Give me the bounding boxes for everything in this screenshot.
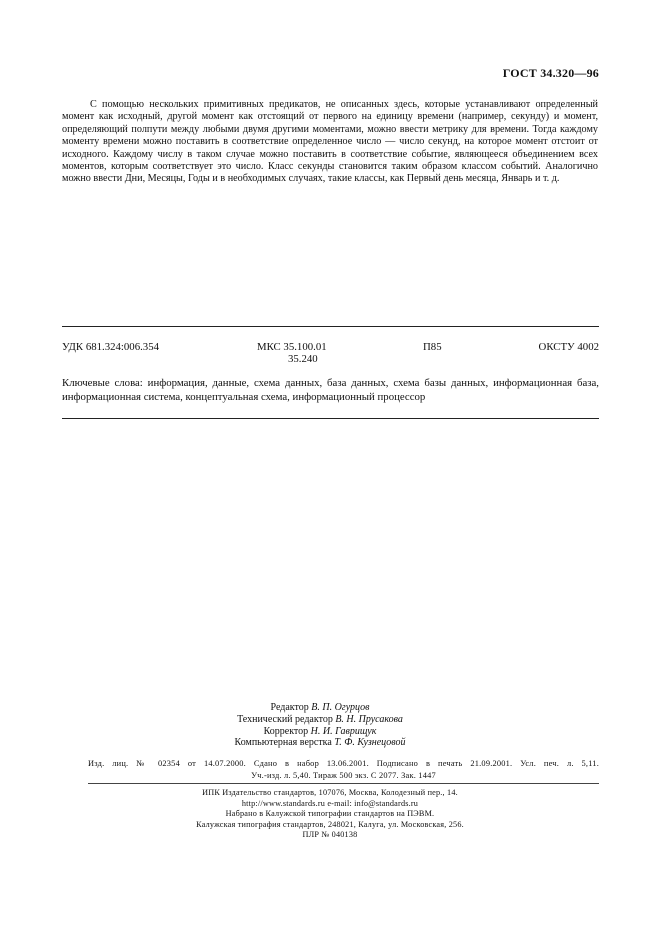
publisher-line-1: ИПК Издательство стандартов, 107076, Москва, Колодезный пер., 14. [202, 788, 458, 797]
publisher-line-3: Набрано в Калужской типографии стандартов на ПЭВМ. [225, 809, 435, 819]
imprint-block [88, 758, 599, 781]
divider-top [62, 326, 599, 327]
standard-number: ГОСТ 34.320—96 [502, 66, 599, 80]
credit-layout: Компьютерная верстка Т. Ф. Кузнецовой [234, 737, 406, 749]
credits-block [200, 702, 440, 749]
mks-code-1: МКС 35.100.01 [257, 341, 327, 353]
group-code: П85 [423, 341, 442, 353]
mks-code [257, 341, 327, 366]
imprint-line-1: Изд. лиц. № 02354 от 14.07.2000. Сдано в набор 13.06.2001. Подписано в печать 21.09.2001. Усл. печ. л. 5,11. [88, 759, 599, 768]
udk-code: УДК 681.324:006.354 [62, 341, 159, 353]
mks-code-2: 35.240 [288, 353, 318, 366]
publisher-line-4: Калужская типография стандартов, 248021, Калуга, ул. Московская, 256. [196, 819, 464, 829]
keywords: Ключевые слова: информация, данные, схема данных, база данных, схема базы данных, информационная база, информационная система, концептуальная схема, информационный процессор [62, 377, 599, 403]
credit-editor: Редактор В. П. Огурцов [270, 702, 370, 713]
okstu-code: ОКСТУ 4002 [538, 341, 599, 353]
body-paragraph: С помощью нескольких примитивных предикатов, не описанных здесь, которые устанавливают определенный момент как исходный, другой момент как отстоящий от первого на единицу времени (например, секунду) и момент, определяющий полпути между любыми двумя другими моментами, можно ввести метрику для времени. Тогда каждому моменту времени можно поставить в соответствие определенное число — число секунд, на которое момент отстоит от исходного. Каждому числу в таком случае можно поставить в соответствие событие, являющееся объединением всех моментов, которым соответствует это число. Класс секунды становится таким образом классом событий. Аналогично можно ввести Дни, Месяцы, Годы и в необходимых случаях, такие классы, как Первый день месяца, Январь и т. д. [62, 99, 598, 185]
credit-proofreader: Корректор Н. И. Гаврищук [263, 725, 377, 737]
imprint-divider [88, 783, 599, 784]
publisher-line-2: http://www.standards.ru e-mail: info@standards.ru [241, 798, 419, 808]
publisher-line-5: ПЛР № 040138 [302, 830, 358, 840]
divider-bottom [62, 418, 599, 419]
credit-tech-editor: Технический редактор В. Н. Прусакова [237, 713, 403, 725]
spacer [88, 756, 599, 757]
publisher-block [150, 788, 510, 841]
imprint-line-2: Уч.-изд. л. 5,40. Тираж 500 экз. С 2077. Зак. 1447 [251, 770, 436, 780]
